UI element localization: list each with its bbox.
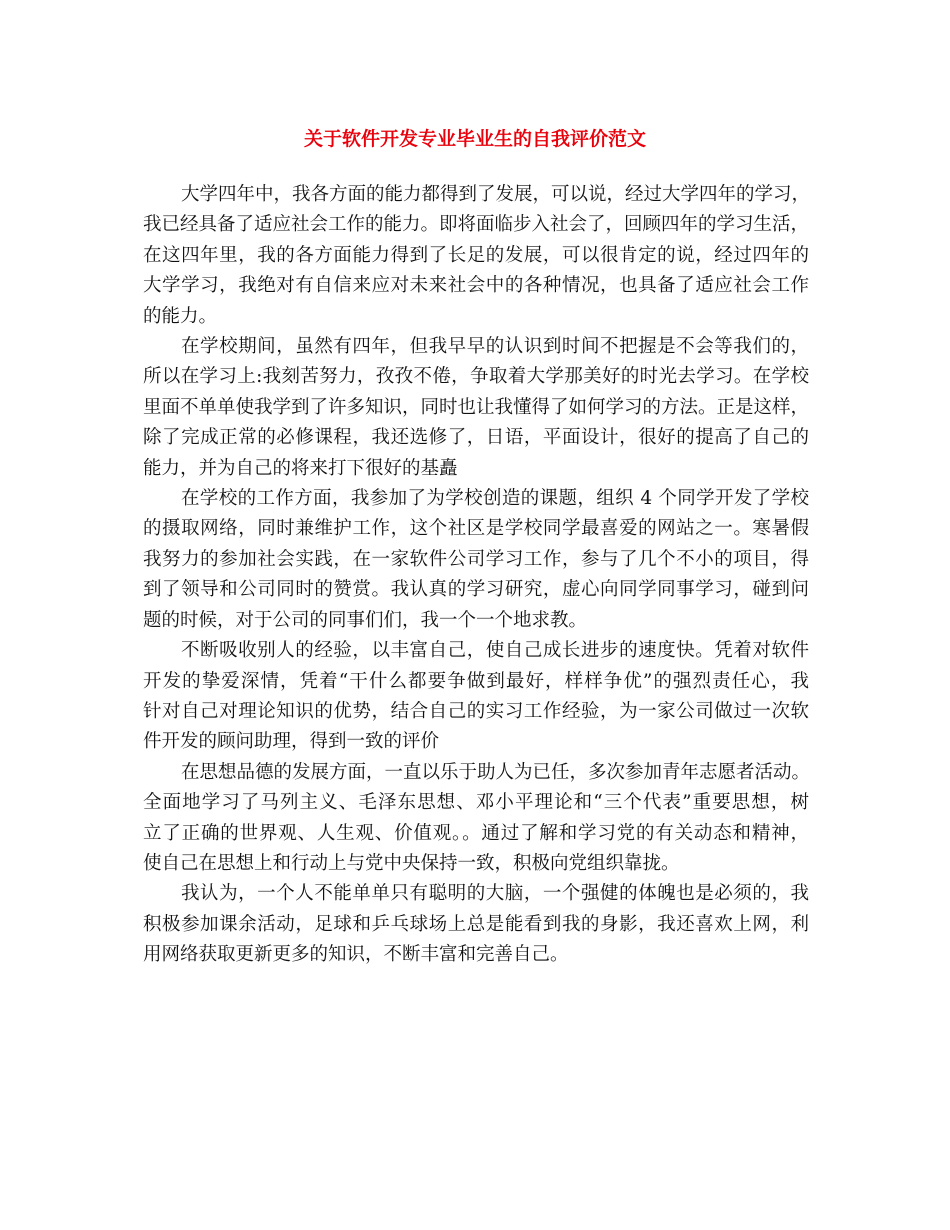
text-line: 立了正确的世界观、人生观、价值观。。通过了解和学习党的有关动态和精神， — [143, 822, 809, 844]
text-line: 在思想品德的发展方面，一直以乐于助人为已任，多次参加青年志愿者活动。 — [181, 761, 811, 783]
text-line: 能力，并为自己的将来打下很好的基矗 — [143, 457, 458, 479]
document-body — [143, 180, 809, 971]
text-line: 我已经具备了适应社会工作的能力。即将面临步入社会了，回顾四年的学习生活， — [143, 214, 810, 236]
text-line: 我认为，一个人不能单单只有聪明的大脑，一个强健的体魄也是必须的，我 — [181, 883, 809, 905]
text-line: 针对自己对理论知识的优势，结合自己的实习工作经验，为一家公司做过一次软 — [143, 700, 809, 722]
text-line: 不断吸收别人的经验，以丰富自己，使自己成长进步的速度快。凭着对软件 — [181, 640, 809, 662]
text-line: 大学学习，我绝对有自信来应对未来社会中的各种情况，也具备了适应社会工作 — [143, 275, 809, 297]
text-line: 到了领导和公司同时的赞赏。我认真的学习研究，虚心向同学同事学习，碰到问 — [143, 579, 809, 601]
text-line: 用网络获取更新更多的知识，不断丰富和完善自己。 — [143, 944, 569, 966]
document-title: 关于软件开发专业毕业生的自我评价范文 — [303, 128, 646, 150]
text-line: 的摄取网络，同时兼维护工作，这个社区是学校同学最喜爱的网站之一。寒暑假 — [143, 518, 809, 540]
paragraph-6 — [143, 879, 809, 970]
text-line: 件开发的顾问助理，得到一致的评价 — [143, 731, 440, 753]
text-line: 题的时候，对于公司的同事们们，我一个一个地求教。 — [143, 609, 588, 631]
paragraph-4 — [143, 636, 809, 758]
text-line: 除了完成正常的必修课程，我还选修了，日语，平面设计，很好的提高了自己的 — [143, 427, 809, 449]
text-line: 开发的挚爱深情，凭着“干什么都要争做到最好，样样争优”的强烈责任心，我 — [143, 670, 809, 692]
text-line: 的能力。 — [143, 305, 218, 327]
paragraph-1 — [143, 180, 809, 332]
text-line: 使自己在思想上和行动上与党中央保持一致，积极向党组织靠拢。 — [143, 852, 680, 874]
paragraph-3 — [143, 484, 809, 636]
text-line: 全面地学习了马列主义、毛泽东思想、邓小平理论和“三个代表”重要思想，树 — [143, 792, 809, 814]
text-line: 我努力的参加社会实践，在一家软件公司学习工作，参与了几个不小的项目，得 — [143, 548, 809, 570]
text-line: 所以在学习上:我刻苦努力，孜孜不倦，争取着大学那美好的时光去学习。在学校 — [143, 366, 809, 388]
text-line: 在学校期间，虽然有四年，但我早早的认识到时间不把握是不会等我们的， — [181, 336, 809, 358]
text-line: 里面不单单使我学到了许多知识，同时也让我懂得了如何学习的方法。正是这样， — [143, 396, 810, 418]
text-line: 在这四年里，我的各方面能力得到了长足的发展，可以很肯定的说，经过四年的 — [143, 244, 809, 266]
text-line: 在学校的工作方面，我参加了为学校创造的课题，组织 4 个同学开发了学校 — [181, 488, 809, 510]
text-line: 大学四年中，我各方面的能力都得到了发展，可以说，经过大学四年的学习， — [181, 184, 811, 205]
text-line: 积极参加课余活动，足球和乒乓球场上总是能看到我的身影，我还喜欢上网，利 — [143, 913, 809, 935]
paragraph-5 — [143, 758, 809, 880]
paragraph-2 — [143, 332, 809, 484]
